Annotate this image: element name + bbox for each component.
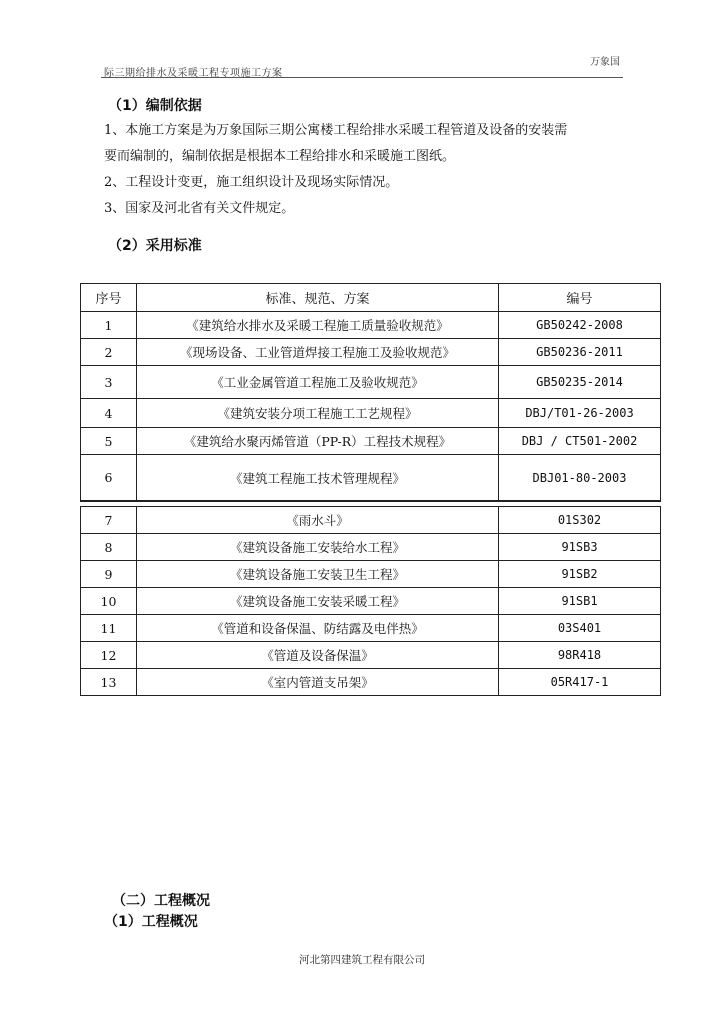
row-no: 5: [81, 428, 137, 455]
row-no: 4: [81, 399, 137, 428]
row-no: 8: [81, 534, 137, 561]
table-row: [81, 399, 661, 428]
header-name: 标准、规范、方案: [137, 284, 499, 312]
row-code: DBJ/T01-26-2003: [499, 399, 661, 428]
table-row: [81, 642, 661, 669]
row-name: 《工业金属管道工程施工及验收规范》: [137, 366, 499, 399]
row-no: 6: [81, 455, 137, 502]
row-name: 《建筑安装分项工程施工工艺规程》: [137, 399, 499, 428]
paragraph-1-line-2: 要而编制的，编制依据是根据本工程给排水和采暖施工图纸。: [104, 149, 456, 164]
row-no: 2: [81, 339, 137, 366]
row-code: 01S302: [499, 507, 661, 534]
table-row: [81, 428, 661, 455]
table-row: [81, 561, 661, 588]
row-code: 03S401: [499, 615, 661, 642]
row-code: 98R418: [499, 642, 661, 669]
row-no: 10: [81, 588, 137, 615]
table-row: [81, 588, 661, 615]
row-code: 91SB2: [499, 561, 661, 588]
table-row: [81, 366, 661, 399]
row-code: GB50236-2011: [499, 339, 661, 366]
section-title-basis: （1）编制依据: [108, 98, 202, 114]
paragraph-3: 3、国家及河北省有关文件规定。: [104, 201, 295, 216]
row-name: 《建筑给水排水及采暖工程施工质量验收规范》: [137, 312, 499, 339]
table-header-row: [81, 284, 661, 312]
row-code: DBJ01-80-2003: [499, 455, 661, 502]
row-code: 05R417-1: [499, 669, 661, 696]
table-row: [81, 312, 661, 339]
row-name: 《管道及设备保温》: [137, 642, 499, 669]
row-name: 《雨水斗》: [137, 507, 499, 534]
row-name: 《现场设备、工业管道焊接工程施工及验收规范》: [137, 339, 499, 366]
table-row: [81, 669, 661, 696]
row-no: 7: [81, 507, 137, 534]
row-code: 91SB1: [499, 588, 661, 615]
row-name: 《建筑工程施工技术管理规程》: [137, 455, 499, 502]
row-code: GB50235-2014: [499, 366, 661, 399]
table-row: [81, 615, 661, 642]
header-left-text: 际三期给排水及采暖工程专项施工方案: [104, 68, 283, 79]
row-no: 11: [81, 615, 137, 642]
paragraph-2: 2、工程设计变更，施工组织设计及现场实际情况。: [104, 175, 399, 190]
table-row: [81, 507, 661, 534]
row-no: 12: [81, 642, 137, 669]
row-name: 《建筑设备施工安装卫生工程》: [137, 561, 499, 588]
header-code: 编号: [499, 284, 661, 312]
row-no: 9: [81, 561, 137, 588]
table-row: [81, 455, 661, 502]
row-name: 《管道和设备保温、防结露及电伴热》: [137, 615, 499, 642]
row-no: 3: [81, 366, 137, 399]
row-name: 《室内管道支吊架》: [137, 669, 499, 696]
row-code: DBJ / CT501-2002: [499, 428, 661, 455]
table-row: [81, 339, 661, 366]
row-name: 《建筑设备施工安装采暖工程》: [137, 588, 499, 615]
row-name: 《建筑给水聚丙烯管道（PP-R）工程技术规程》: [137, 428, 499, 455]
footer-company: 河北第四建筑工程有限公司: [299, 954, 425, 966]
paragraph-1-line-1: 1、本施工方案是为万象国际三期公寓楼工程给排水采暖工程管道及设备的安装需: [104, 123, 568, 138]
standards-table: [80, 283, 661, 696]
row-code: 91SB3: [499, 534, 661, 561]
header-right-text: 万象国: [590, 57, 620, 68]
section-title-overview: （二）工程概况: [112, 893, 210, 909]
header-no: 序号: [81, 284, 137, 312]
table-row: [81, 534, 661, 561]
subsection-title-overview: （1）工程概况: [104, 914, 198, 930]
section-title-standards: （2）采用标准: [108, 238, 202, 254]
row-name: 《建筑设备施工安装给水工程》: [137, 534, 499, 561]
row-code: GB50242-2008: [499, 312, 661, 339]
header-divider: [101, 77, 623, 78]
row-no: 13: [81, 669, 137, 696]
row-no: 1: [81, 312, 137, 339]
